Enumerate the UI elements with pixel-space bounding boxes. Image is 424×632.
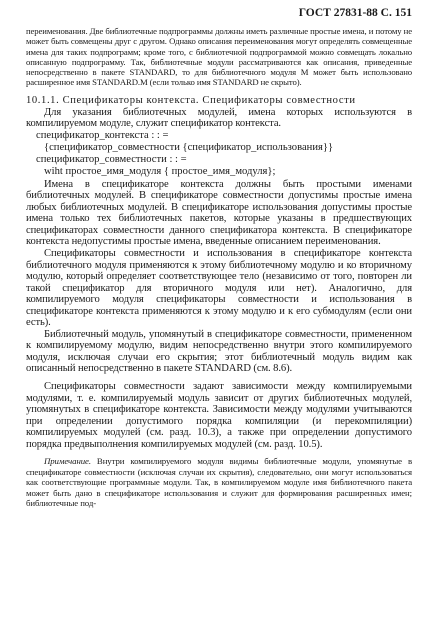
page-header: ГОСТ 27831-88 С. 151 [298,7,412,19]
note-paragraph [26,456,412,509]
note-label: Примечание. [44,456,91,467]
syntax-line-1: спецификатор_контекста : : = [36,129,169,141]
section-heading: 10.1.1. Спецификаторы контекста. Спецификаторы совместности [26,94,356,106]
syntax-line-4: wiht простое_имя_модуля { простое_имя_модуля}; [44,166,276,178]
paragraph-3: Спецификаторы совместности и использования в спецификаторе контекста библиотечного модуля применяются к этому библиотечному модулю и ко вторичному модулю, который определяет соответствующее тело (независимо от того, повторен ли такой спецификатор для вторичного модуля или нет). Аналогично, для компилируемого модуля спецификаторы совместности и использования в спецификаторе контекста применяются к этому модулю и к его субмодулям (если они есть). [26,247,412,329]
paragraph-2: Имена в спецификаторе контекста должны быть простыми именами библиотечных модулей. В спецификаторе совместности допустимы простые имена любых библиотечных модулей. В спецификаторе использования допустимы простые имена только тех библиотечных пакетов, которые указаны в предшествующих спецификаторах совместности данного спецификатора контекста. В спецификаторе контекста недопустимы простые имена, введенные описанием переименования. [26,178,412,248]
paragraph-5: Спецификаторы совместности задают зависимости между компилируемыми модулями, т. е. компилируемый модуль зависит от других библиотечных модулей, упомянутых в спецификаторе контекста. Зависимости между модулями учитываются при определении допустимого порядка компиляции (и перекомпиляции) компилируемых модулей (см. разд. 10.3), а также при определении допустимого порядка предвыполнения компилируемых модулей (см. разд. 10.5). [26,380,412,450]
paragraph-4: Библиотечный модуль, упомянутый в спецификаторе совместности, примененном к компилируемому модулю, видим непосредственно внутри этого компилируемого модуля, исключая случаи его скрытия; этот библиотечный модуль видим как описанный непосредственно в пакете STANDARD (см. 8.6). [26,328,412,375]
syntax-line-3: спецификатор_совместности : : = [36,154,187,166]
syntax-line-2: {спецификатор_совместности {спецификатор_использования}} [44,142,334,154]
syntax-block [26,130,412,179]
note-text: Внутри компилируемого модуля видимы библиотечные модули, упомянутые в спецификаторе совместности (исключая случаи их скрытия), следовательно, они могут использоваться как соответствующие программные модули. Так, в компилируемом модуле имя библиотечного пакета может быть дано в спецификаторе использования и служит для формирования расширенных имен; библиотечные под- [26,456,412,509]
intro-paragraph: переименования. Две библиотечные подпрограммы должны иметь различные простые имена, и потому не может быть совмещены друг с другом. Однако описания переименования могут определять совмещенные имена для таких подпрограмм; кроме того, с библиотечной подпрограммой можно совмещать локально описанную подпрограмму. Так, библиотечные модули рассматриваются как описания, приведенные непосредственно в пакете STANDARD, то для библиотечного модуля М может быть использовано расширенное имя STANDARD.M (если только имя STANDARD не скрыто). [26,26,412,88]
paragraph-1: Для указания библиотечных модулей, имена которых используются в компилируемом модуле, служит спецификатор контекста. [26,106,412,130]
